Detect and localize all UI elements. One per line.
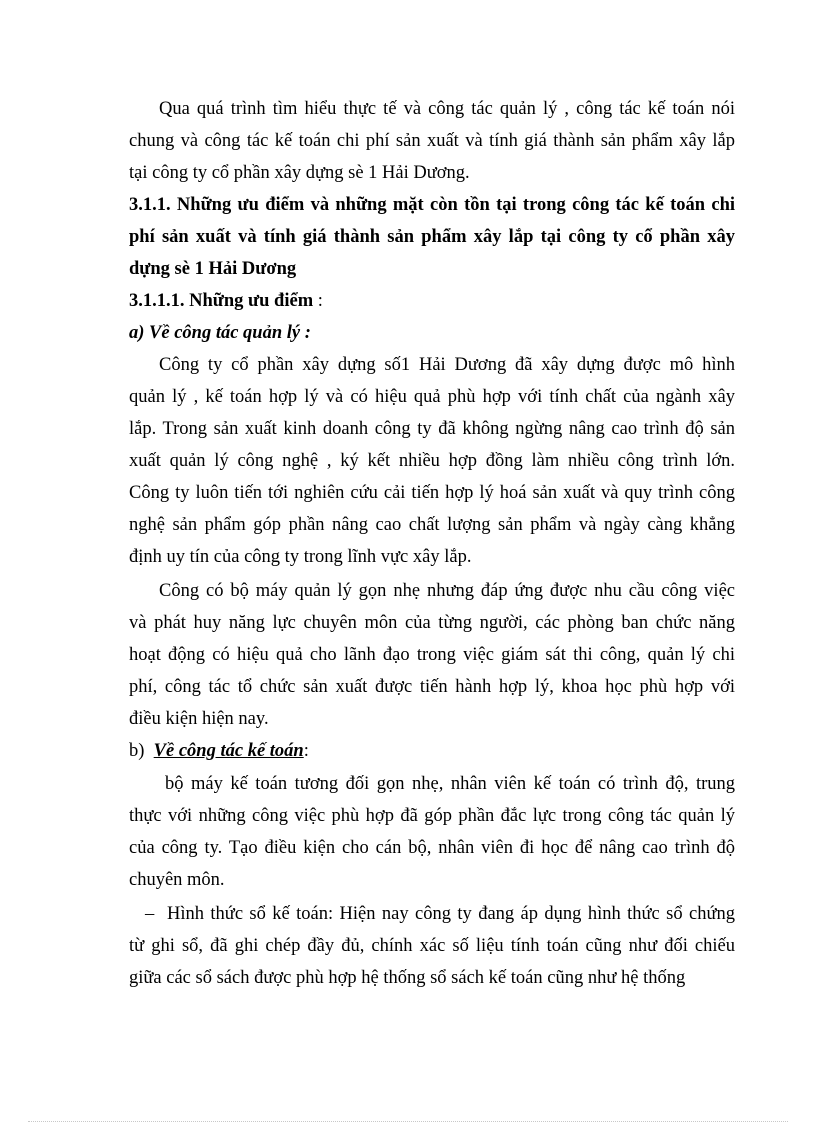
paragraph-line: chuyên môn. bbox=[129, 870, 225, 890]
paragraph-line: hoạt động có hiệu quả cho lãnh đạo trong việc giám sát thi công, quản lý chi bbox=[129, 645, 735, 665]
section-a-paragraph-2 bbox=[129, 575, 735, 735]
section-b-title-line bbox=[129, 735, 735, 767]
section-b-paragraph bbox=[129, 768, 735, 896]
heading-suffix: : bbox=[313, 291, 323, 311]
paragraph-line: Công có bộ máy quản lý gọn nhẹ nhưng đáp ứng được nhu cầu công việc bbox=[159, 581, 735, 601]
bullet-line: giữa các sổ sách được phù hợp hệ thống sổ sách kế toán cũng như hệ thống bbox=[129, 968, 686, 988]
section-a-title: a) Về công tác quản lý : bbox=[129, 323, 311, 343]
page-bottom-rule bbox=[28, 1121, 788, 1122]
heading-title: 3.1.1.1. Những ưu điểm bbox=[129, 291, 314, 311]
heading-line: phí sản xuất và tính giá thành sản phẩm xây lắp tại công ty cổ phần xây bbox=[129, 227, 735, 247]
intro-line: Qua quá trình tìm hiểu thực tế và công tác quản lý , công tác kế toán nói bbox=[159, 99, 735, 119]
paragraph-line: xuất quản lý công nghệ , ký kết nhiều hợp đồng làm nhiều công trình lớn. bbox=[129, 451, 735, 471]
paragraph-line: quản lý , kế toán hợp lý và có hiệu quả phù hợp với tính chất của ngành xây bbox=[129, 387, 735, 407]
heading-line: dựng sè 1 Hải Dương bbox=[129, 259, 297, 279]
section-b-marker: b) bbox=[129, 741, 145, 761]
bullet-item bbox=[129, 898, 735, 994]
heading-line bbox=[129, 285, 735, 317]
section-b-suffix: : bbox=[303, 741, 309, 761]
bullet-line bbox=[129, 898, 735, 930]
bullet-text: Hình thức sổ kế toán: Hiện nay công ty đang áp dụng hình thức sổ chứng bbox=[167, 904, 735, 924]
paragraph-line: và phát huy năng lực chuyên môn của từng người, các phòng ban chức năng bbox=[129, 613, 735, 633]
paragraph-line: lắp. Trong sản xuất kinh doanh công ty đã không ngừng nâng cao trình độ sản bbox=[129, 419, 735, 439]
heading-3-1-1 bbox=[129, 189, 735, 285]
paragraph-line: Công ty cổ phần xây dựng số1 Hải Dương đã xây dựng được mô hình bbox=[159, 355, 735, 375]
bullet-marker: – bbox=[145, 904, 155, 924]
intro-paragraph bbox=[129, 93, 735, 189]
heading-line: 3.1.1. Những ưu điểm và những mặt còn tồn tại trong công tác kế toán chi bbox=[129, 195, 735, 215]
paragraph-line: phí, công tác tổ chức sản xuất được tiến hành hợp lý, khoa học phù hợp với bbox=[129, 677, 735, 697]
intro-line: chung và công tác kế toán chi phí sản xuất và tính giá thành sản phẩm xây lắp bbox=[129, 131, 735, 151]
intro-line: tại công ty cổ phần xây dựng sè 1 Hải Dương. bbox=[129, 163, 470, 183]
paragraph-line: bộ máy kế toán tương đối gọn nhẹ, nhân viên kế toán có trình độ, trung bbox=[165, 774, 735, 794]
paragraph-line: thực với những công việc phù hợp đã góp phần đắc lực trong công tác quản lý bbox=[129, 806, 735, 826]
section-a-paragraph-1 bbox=[129, 349, 735, 573]
heading-3-1-1-1 bbox=[129, 285, 735, 317]
paragraph-line: định uy tín của công ty trong lĩnh vực xây lắp. bbox=[129, 547, 472, 567]
section-a-heading bbox=[129, 317, 735, 349]
paragraph-line: điều kiện hiện nay. bbox=[129, 709, 269, 729]
paragraph-line: của công ty. Tạo điều kiện cho cán bộ, nhân viên đi học để nâng cao trình độ bbox=[129, 838, 735, 858]
bullet-line: từ ghi sổ, đã ghi chép đầy đủ, chính xác số liệu tính toán cũng như đối chiếu bbox=[129, 936, 735, 956]
section-b-title: Về công tác kế toán bbox=[153, 741, 304, 761]
section-b-heading bbox=[129, 735, 735, 767]
paragraph-line: nghệ sản phẩm góp phần nâng cao chất lượng sản phẩm và ngày càng khẳng bbox=[129, 515, 735, 535]
paragraph-line: Công ty luôn tiến tới nghiên cứu cải tiến hợp lý hoá sản xuất và quy trình công bbox=[129, 483, 735, 503]
